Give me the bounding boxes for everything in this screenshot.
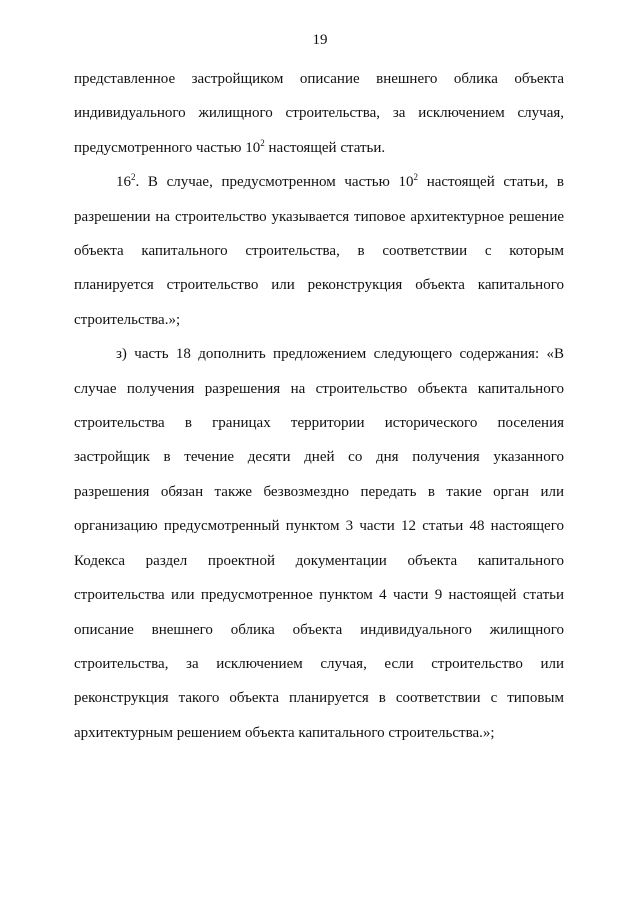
text-line: предусмотренного частью $10^2$ настоящей статьи. [74, 137, 386, 156]
text-line: разрешения обязан также безвозмездно передать в такие орган или [74, 483, 564, 500]
superscript-two: 2 [260, 137, 265, 148]
superscript-two: 2 [131, 172, 136, 183]
text-line: строительства.»; [74, 311, 181, 328]
paragraph-2 [74, 165, 564, 337]
page-number: 19 [312, 32, 328, 48]
text-line: з) часть 18 дополнить предложением следующего содержания: «В [116, 346, 564, 363]
text-line: разрешении на строительство указывается типовое архитектурное решение [74, 208, 564, 225]
text-line: строительства или предусмотренное пунктом 4 части 9 настоящей статьи [74, 587, 564, 604]
paragraph-1 [74, 62, 564, 165]
text-line: индивидуального жилищного строительства, за исключением случая, [74, 105, 564, 122]
text-line: реконструкция такого объекта планируется в соответствии с типовым [74, 690, 564, 707]
text-line: случае получения разрешения на строительство объекта капитального [74, 380, 564, 397]
text-line: строительства, за исключением случая, если строительство или [74, 655, 564, 672]
text-line: застройщик в течение десяти дней со дня получения указанного [74, 449, 564, 466]
text-line: $16^2$. В случае, предусмотренном частью $10^2$ настоящей статьи, в [116, 172, 564, 191]
text-line: архитектурным решением объекта капитального строительства.»; [74, 724, 495, 741]
text-line: объекта капитального строительства, в соответствии с которым [74, 243, 564, 260]
superscript-two: 2 [413, 172, 419, 183]
text-line: планируется строительство или реконструкция объекта капитального [74, 277, 564, 294]
text-line: представленное застройщиком описание внешнего облика объекта [74, 71, 564, 87]
paragraph-3 [74, 337, 564, 750]
text-line: строительства в границах территории исторического поселения [74, 415, 564, 432]
text-line: описание внешнего облика объекта индивидуального жилищного [74, 621, 564, 638]
text-line: Кодекса раздел проектной документации объекта капитального [74, 552, 564, 569]
document-body [74, 62, 564, 750]
text-line: организацию предусмотренный пунктом 3 части 12 статьи 48 настоящего [74, 518, 564, 535]
